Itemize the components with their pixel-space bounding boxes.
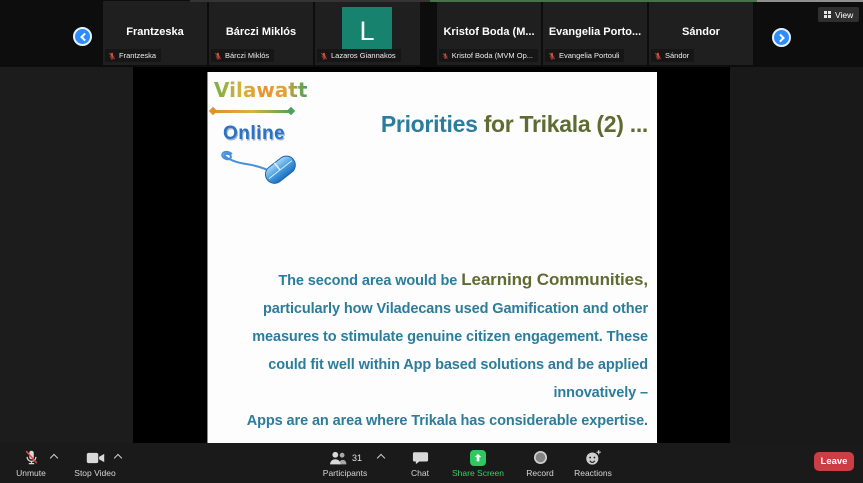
mic-muted-icon — [654, 52, 662, 60]
shared-screen-slide — [208, 72, 657, 443]
participant-label — [651, 49, 694, 62]
participant-label — [439, 49, 538, 62]
slide-body-line: innovatively – — [553, 385, 648, 401]
online-logo-text: Online — [223, 123, 286, 144]
share-screen-icon — [470, 450, 486, 466]
participant-tile[interactable] — [437, 1, 541, 65]
participant-tile[interactable] — [103, 1, 207, 65]
participants-count: 31 — [351, 452, 362, 463]
leave-label: Leave — [820, 456, 848, 467]
participant-name: Sándor — [682, 26, 720, 38]
participant-tile[interactable] — [209, 1, 313, 65]
leave-button[interactable] — [814, 452, 854, 471]
mic-muted-icon — [548, 52, 556, 60]
view-button[interactable] — [818, 7, 859, 22]
view-button-label: View — [835, 9, 854, 20]
chat-label: Chat — [411, 468, 429, 478]
slide-body-line — [212, 266, 648, 295]
stage-left-background — [0, 67, 133, 443]
slide-body-line: Apps are an area where Trikala has considerable expertise. — [246, 413, 648, 429]
participant-name: Evangelia Porto... — [548, 26, 642, 38]
grid-view-icon — [824, 11, 831, 18]
slide-title-rest: for Trikala (2) ... — [477, 111, 648, 137]
share-screen-label: Share Screen — [452, 468, 504, 478]
stop-video-label: Stop Video — [74, 468, 116, 478]
mic-muted-icon — [442, 52, 449, 60]
slide-title-highlight: Priorities — [380, 111, 478, 137]
participant-label-text: Sándor — [665, 51, 690, 60]
previous-participants-button[interactable] — [73, 27, 92, 46]
record-button[interactable] — [512, 449, 568, 478]
mic-muted-icon — [320, 52, 328, 60]
slide-title — [308, 111, 648, 138]
slide-body-line: measures to stimulate genuine citizen engagement. These — [252, 329, 648, 345]
participant-tile[interactable] — [543, 1, 647, 65]
share-screen-button[interactable] — [448, 449, 508, 478]
participants-label: Participants — [322, 468, 368, 478]
participant-name: Kristof Boda (M... — [443, 26, 535, 38]
unmute-button[interactable] — [8, 449, 54, 478]
unmute-label: Unmute — [16, 468, 46, 478]
top-edge-line-gray — [757, 0, 863, 2]
record-icon — [532, 449, 549, 466]
slide-body-line: could fit well within App based solutions and be applied — [268, 357, 648, 373]
participant-name: Frantzeska — [126, 26, 184, 38]
stop-video-button[interactable] — [66, 449, 124, 478]
participant-tile[interactable] — [315, 1, 420, 65]
top-edge-line-green — [430, 0, 757, 2]
meeting-toolbar — [0, 443, 863, 483]
chat-bubble-icon — [412, 450, 429, 466]
reactions-label: Reactions — [574, 468, 612, 478]
participant-label — [317, 49, 401, 62]
participant-label — [545, 49, 624, 62]
reactions-button[interactable] — [566, 449, 620, 478]
mic-muted-icon — [108, 52, 116, 60]
slide-body-line1-teal: The second area would be — [278, 273, 462, 289]
mic-muted-icon — [214, 52, 222, 60]
chevron-left-icon — [80, 32, 88, 40]
slide-body-line1-olive: Learning Communities, — [461, 270, 648, 289]
stage-right-background — [730, 67, 863, 443]
chat-button[interactable] — [398, 449, 442, 478]
next-participants-button[interactable] — [772, 28, 791, 47]
record-label: Record — [526, 468, 554, 478]
reactions-smiley-icon — [584, 449, 602, 466]
participants-icon — [328, 450, 349, 466]
computer-mouse-icon — [218, 144, 306, 184]
mic-muted-icon — [23, 449, 40, 466]
vilawatt-logo-text: Vilawatt — [214, 78, 308, 102]
video-strip — [0, 0, 863, 67]
chevron-right-icon — [776, 33, 784, 41]
participant-label-text: Kristof Boda (MVM Op... — [451, 51, 533, 60]
vilawatt-logo-rule — [213, 110, 291, 113]
participants-button[interactable] — [316, 449, 374, 478]
participant-label — [105, 49, 161, 62]
participants-options-caret[interactable] — [377, 454, 385, 462]
slide-body-line: particularly how Viladecans used Gamification and other — [262, 301, 648, 317]
avatar: L — [342, 7, 392, 56]
participant-label-text: Frantzeska — [119, 51, 157, 60]
top-edge-line — [190, 0, 430, 2]
participant-label-text: Evangelia Portouli — [559, 51, 620, 60]
participant-label-text: Bárczi Miklós — [225, 51, 270, 60]
video-camera-icon — [86, 451, 105, 465]
participant-tile[interactable] — [649, 1, 753, 65]
participant-label-text: Lazaros Giannakos — [331, 51, 396, 60]
participant-name: Bárczi Miklós — [225, 26, 297, 38]
slide-body-text — [212, 266, 648, 435]
participant-label — [211, 49, 274, 62]
